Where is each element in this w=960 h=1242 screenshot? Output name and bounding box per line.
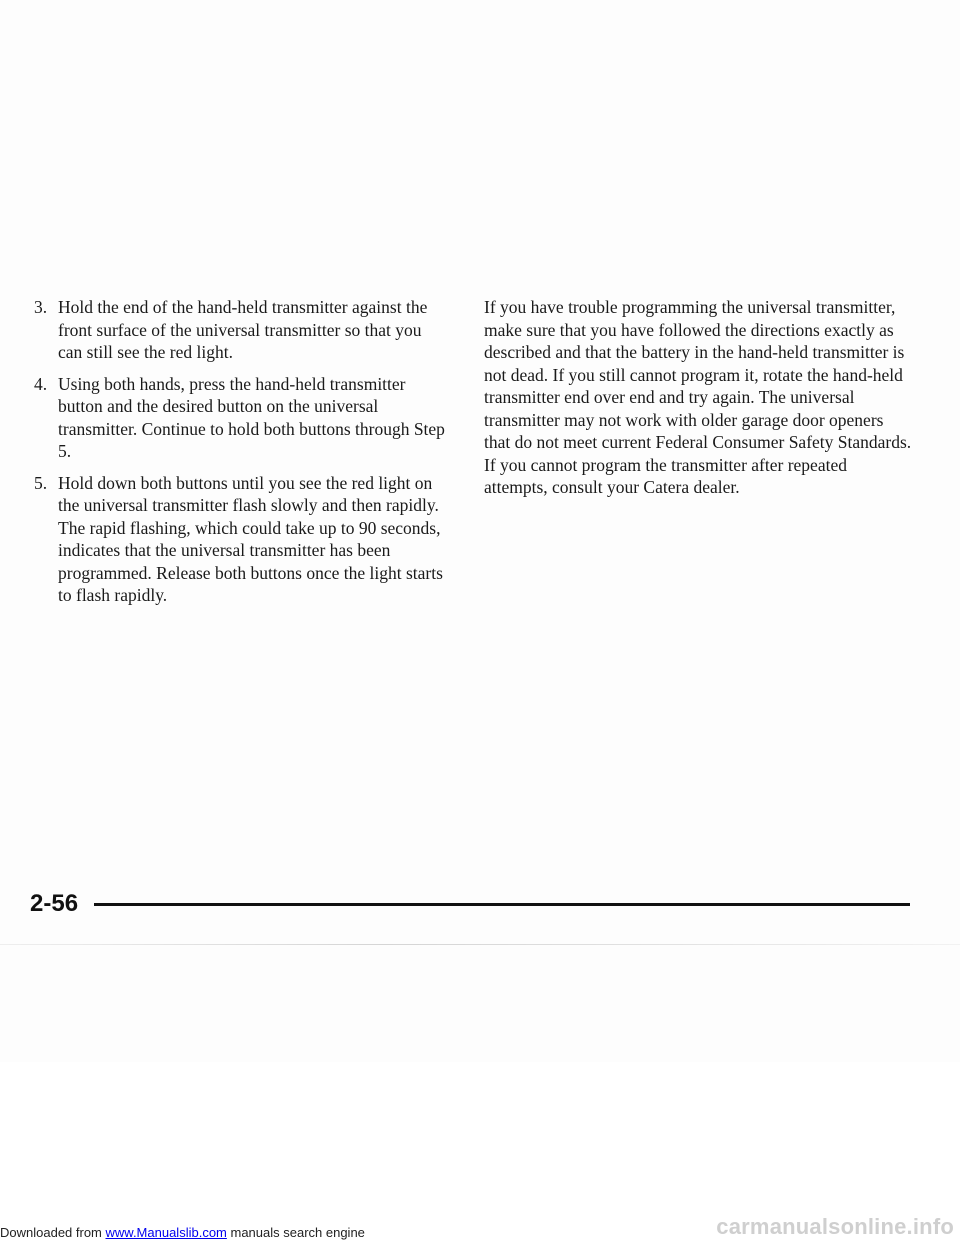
step-item xyxy=(30,296,450,364)
step-number: 5. xyxy=(34,472,48,493)
left-column xyxy=(30,296,450,616)
step-number: 3. xyxy=(34,297,48,317)
page-number: 2-56 xyxy=(30,890,79,917)
troubleshooting-paragraph: If you have trouble programming the universal transmitter, make sure that you have followed the directions exactly as described and that the battery in the hand-held transmitter is not dead. If you still cannot program it, rotate the hand-held transmitter end over end and try again. The universal transmitter may not work with older garage door openers that do not meet current Federal Consumer Safety Standards. If you cannot program the transmitter after repeated attempts, consult your Catera dealer. xyxy=(484,297,912,497)
right-column xyxy=(484,296,914,499)
site-watermark: carmanualsonline.info xyxy=(716,1214,954,1239)
manualslib-link[interactable]: www.Manualslib.com xyxy=(105,1225,227,1240)
page-footer xyxy=(30,890,910,920)
step-text: Hold the end of the hand-held transmitter against the front surface of the universal transmitter so that you can still see the red light. xyxy=(58,297,428,362)
instruction-steps xyxy=(30,296,450,607)
scan-divider xyxy=(0,944,960,945)
step-text: Using both hands, press the hand-held transmitter button and the desired button on the universal transmitter. Continue to hold both buttons through Step 5. xyxy=(58,373,445,461)
banner-suffix: manuals search engine xyxy=(226,1225,365,1240)
step-text: Hold down both buttons until you see the red light on the universal transmitter flash slowly and then rapidly. The rapid flashing, which could take up to 90 seconds, indicates that the universal transmitter has been programmed. Release both buttons once the light starts to flash rapidly. xyxy=(58,472,443,605)
step-item xyxy=(30,373,450,463)
banner-prefix: Downloaded from xyxy=(0,1225,106,1240)
footer-rule xyxy=(94,903,910,906)
step-number: 4. xyxy=(34,373,48,394)
step-item xyxy=(30,472,450,607)
